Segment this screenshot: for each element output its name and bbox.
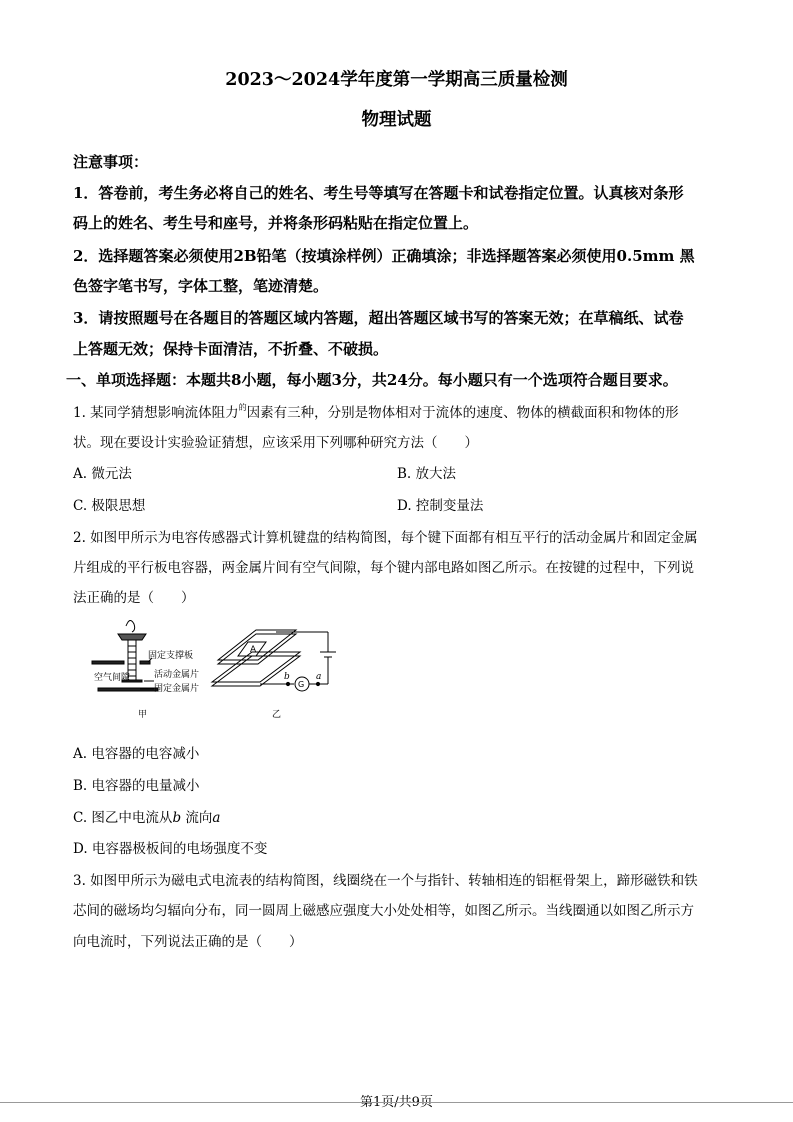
q2-option-a: A. 电容器的电容减小 xyxy=(73,746,200,762)
point-a: a xyxy=(316,672,322,682)
q1-text-b: 因素有三种，分别是物体相对于流体的速度、物体的横截面积和物体的形 xyxy=(246,405,679,421)
note-1-line-1: 1．答卷前，考生务必将自己的姓名、考生号等填写在答题卡和试卷指定位置。认真核对条形 xyxy=(73,184,684,202)
note-3-line-1: 3．请按照题号在各题目的答题区域内答题，超出答题区域书写的答案无效；在草稿纸、试卷 xyxy=(73,309,684,327)
q1-option-b: B. 放大法 xyxy=(397,466,457,482)
q2-line-3: 法正确的是（ ） xyxy=(73,590,195,606)
note-2-line-1: 2．选择题答案必须使用2B铅笔（按填涂样例）正确填涂；非选择题答案必须使用0.5mm 黑 xyxy=(73,247,695,265)
q2-figure xyxy=(88,612,358,722)
galvanometer-letter: G xyxy=(298,680,305,689)
q1-line-1 xyxy=(73,401,679,421)
q2-option-c-b: b xyxy=(172,810,182,826)
note-3-line-2: 上答题无效；保持卡面清洁，不折叠、不破损。 xyxy=(73,340,389,358)
q2-option-c-mid: 流向 xyxy=(181,810,213,826)
page-number: 第1页/共9页 xyxy=(360,1095,433,1110)
notes-heading: 注意事项： xyxy=(73,153,149,171)
q3-line-3: 向电流时，下列说法正确的是（ ） xyxy=(73,934,303,950)
caption-jia: 甲 xyxy=(138,710,148,720)
note-2-line-2: 色签字笔书写，字体工整，笔迹清楚。 xyxy=(73,277,329,295)
q1-option-c: C. 极限思想 xyxy=(73,498,146,514)
q1-line-2: 状。现在要设计实验验证猜想，应该采用下列哪种研究方法（ ） xyxy=(73,435,478,451)
subject-title: 物理试题 xyxy=(361,110,432,130)
q2-option-c-text: C. 图乙中电流从 xyxy=(73,810,173,826)
footer-divider xyxy=(0,1102,793,1103)
point-b: b xyxy=(284,672,290,682)
q2-option-b: B. 电容器的电量减小 xyxy=(73,778,200,794)
q2-option-d: D. 电容器极板间的电场强度不变 xyxy=(73,841,268,857)
section-heading: 一、单项选择题：本题共8小题，每小题3分，共24分。每小题只有一个选项符合题目要求。 xyxy=(66,371,678,389)
label-air-gap: 空气间隙 xyxy=(94,673,131,683)
q2-option-c-a: a xyxy=(212,810,221,826)
q3-line-1: 3. 如图甲所示为磁电式电流表的结构简图，线圈绕在一个与指针、转轴相连的铝框骨架上，蹄形磁铁和铁 xyxy=(73,873,698,889)
q3-line-2: 芯间的磁场均匀辐向分布，同一圆周上磁感应强度大小处处相等，如图乙所示。当线圈通以如图乙所示方 xyxy=(73,903,694,919)
caption-yi: 乙 xyxy=(272,710,282,720)
q1-text-sup: 的 xyxy=(238,403,247,412)
q1-option-d: D. 控制变量法 xyxy=(397,498,484,514)
label-movable-plate: 活动金属片 xyxy=(154,670,200,680)
q2-line-2: 片组成的平行板电容器，两金属片间有空气间隙，每个键内部电路如图乙所示。在按键的过程中，下列说 xyxy=(73,560,694,576)
label-fixed-board: 固定支撑板 xyxy=(148,651,194,661)
finger-icon xyxy=(126,620,135,632)
label-fixed-plate: 固定金属片 xyxy=(154,684,200,694)
q2-line-1: 2. 如图甲所示为电容传感器式计算机键盘的结构简图，每个键下面都有相互平行的活动金属片和固定金属 xyxy=(73,530,698,546)
note-1-line-2: 码上的姓名、考生号和座号，并将条形码粘贴在指定位置上。 xyxy=(73,214,479,232)
exam-title: 2023～2024学年度第一学期高三质量检测 xyxy=(225,70,568,90)
q1-option-a: A. 微元法 xyxy=(73,466,132,482)
key-letter: A xyxy=(250,645,257,655)
q2-option-c xyxy=(73,806,220,826)
q1-text-a: 1. 某同学猜想影响流体阻力 xyxy=(73,405,239,421)
